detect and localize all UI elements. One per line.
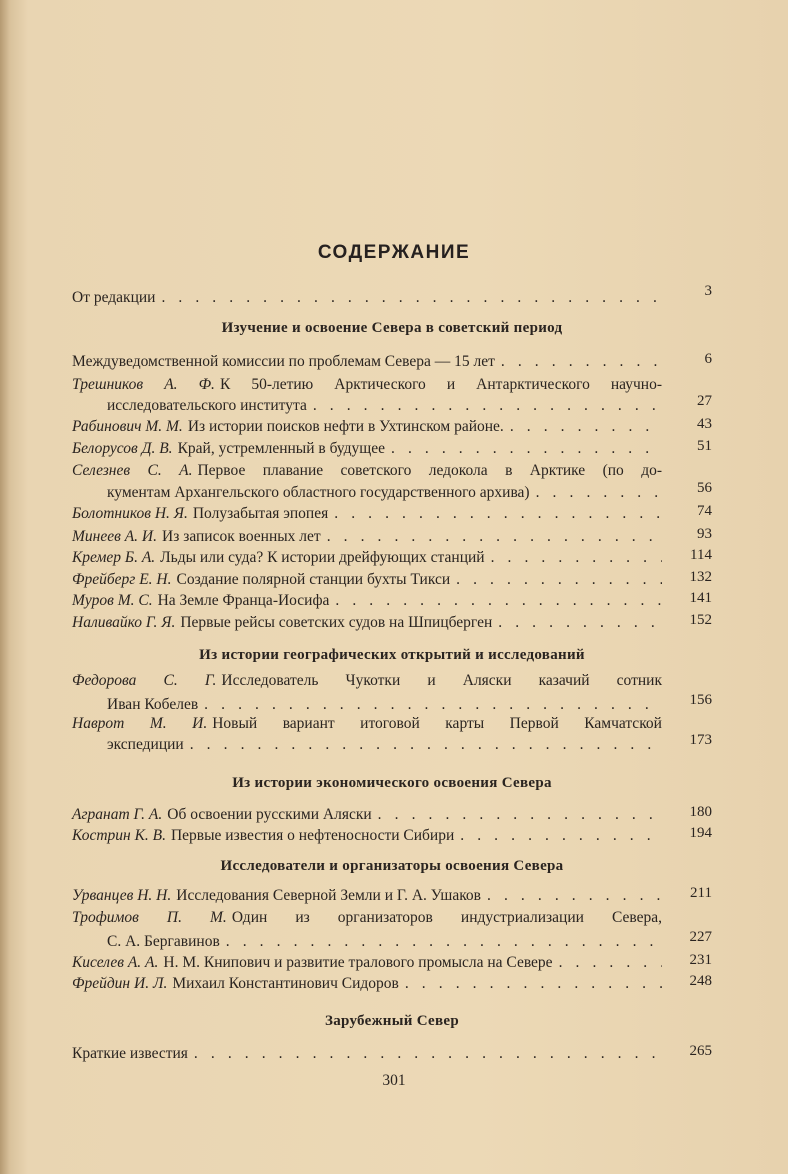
entry-page-number: 248 [689, 973, 712, 989]
dot-leader [405, 974, 662, 994]
entry-page-number: 74 [697, 503, 712, 519]
dot-leader [327, 527, 662, 547]
dot-leader [510, 417, 662, 437]
dot-leader [460, 826, 662, 846]
entry-title: Михаил Константинович Сидоров [172, 975, 399, 992]
entry-page-number: 194 [689, 825, 712, 841]
page-title: СОДЕРЖАНИЕ [317, 242, 471, 263]
entry-title: Край, устремленный в будущее [177, 440, 385, 457]
dot-leader [204, 695, 662, 715]
entry-title: кументам Архангельского областного государственного архива) [107, 484, 530, 501]
toc-line [72, 714, 662, 734]
toc-line [72, 375, 662, 395]
toc-line [72, 504, 662, 524]
entry-author: Муров М. С. [72, 592, 153, 609]
entry-title: С. А. Бергавинов [107, 933, 220, 950]
entry-page-number: 227 [689, 929, 712, 945]
toc-line [107, 695, 662, 715]
entry-author: Федорова С. Г. [72, 672, 217, 689]
toc-line [107, 932, 662, 952]
entry-author: Наливайко Г. Я. [72, 614, 176, 631]
entry-title: На Земле Франца-Иосифа [157, 592, 330, 609]
dot-leader [536, 483, 662, 503]
entry-author: Белорусов Д. В. [72, 440, 173, 457]
toc-line [107, 735, 662, 755]
dot-leader [491, 548, 662, 568]
toc-line [72, 461, 662, 481]
dot-leader [501, 352, 662, 372]
entry-author: Наврот М. И. [72, 715, 208, 732]
entry-page-number: 51 [697, 438, 712, 454]
entry-title: Исследователь Чукотки и Аляски казачий сотник [221, 672, 662, 689]
entry-author: Кострин К. В. [72, 827, 166, 844]
dot-leader [161, 288, 662, 308]
entry-author: Киселев А. А. [72, 954, 159, 971]
entry-author: Рабинович М. М. [72, 418, 183, 435]
toc-line [107, 396, 662, 416]
section-heading: Зарубежный Север [324, 1013, 460, 1029]
entry-page-number: 211 [690, 885, 712, 901]
entry-title: Один из организаторов индустриализации Севера, [231, 909, 663, 926]
entry-page-number: 6 [704, 351, 712, 367]
dot-leader [226, 932, 662, 952]
entry-title: Первое плавание советского ледокола в Арктике (по до- [197, 462, 662, 479]
entry-title: Междуведомственной комиссии по проблемам Севера — 15 лет [72, 353, 495, 370]
toc-line [107, 483, 662, 503]
toc-line [72, 671, 662, 691]
entry-title: Из записок военных лет [162, 528, 321, 545]
entry-page-number: 56 [697, 480, 712, 496]
toc-line [72, 527, 662, 547]
entry-page-number: 93 [697, 526, 712, 542]
entry-page-number: 265 [689, 1043, 712, 1059]
entry-page-number: 152 [689, 612, 712, 628]
entry-title: исследовательского института [107, 397, 307, 414]
entry-page-number: 180 [689, 804, 712, 820]
entry-title: Н. М. Книпович и развитие тралового промысла на Севере [163, 954, 553, 971]
entry-title: Создание полярной станции бухты Тикси [176, 571, 451, 588]
entry-page-number: 156 [689, 692, 712, 708]
entry-author: Кремер Б. А. [72, 549, 156, 566]
entry-title: Краткие известия [72, 1045, 188, 1062]
entry-page-number: 173 [689, 732, 712, 748]
dot-leader [559, 953, 662, 973]
toc-line [72, 1044, 662, 1064]
toc-line [72, 886, 662, 906]
dot-leader [378, 805, 662, 825]
entry-title: Исследования Северной Земли и Г. А. Ушаков [176, 887, 482, 904]
toc-line [72, 974, 662, 994]
section-heading: Из истории экономического освоения Севера [232, 775, 552, 791]
entry-author: Фрейберг Е. Н. [72, 571, 172, 588]
dot-leader [487, 886, 662, 906]
section-heading: Изучение и освоение Севера в советский период [221, 320, 563, 336]
entry-title: Иван Кобелев [107, 696, 199, 713]
entry-title: Новый вариант итоговой карты Первой Камчатской [212, 715, 662, 732]
toc-line [72, 805, 662, 825]
entry-author: Минеев А. И. [72, 528, 158, 545]
entry-author: Трешников А. Ф. [72, 376, 215, 393]
entry-page-number: 43 [697, 416, 712, 432]
toc-line [72, 826, 662, 846]
entry-page-number: 3 [704, 283, 712, 299]
entry-author: Урванцев Н. Н. [72, 887, 172, 904]
entry-title: Об освоении русскими Аляски [167, 806, 372, 823]
toc-line [72, 591, 662, 611]
entry-title: Первые рейсы советских судов на Шпицберген [180, 614, 493, 631]
dot-leader [498, 613, 662, 633]
dot-leader [391, 439, 662, 459]
entry-author: Селезнев С. А. [72, 462, 193, 479]
dot-leader [313, 396, 662, 416]
toc-line [72, 613, 662, 633]
dot-leader [334, 504, 662, 524]
dot-leader [335, 591, 662, 611]
entry-author: Трофимов П. М. [72, 909, 227, 926]
dot-leader [456, 570, 662, 590]
entry-page-number: 231 [689, 952, 712, 968]
dot-leader [194, 1044, 662, 1064]
entry-page-number: 114 [690, 547, 712, 563]
entry-author: Агранат Г. А. [72, 806, 163, 823]
toc-line [72, 908, 662, 928]
entry-page-number: 141 [689, 590, 712, 606]
page-number: 301 [382, 1072, 406, 1089]
entry-title: К 50-летию Арктического и Антарктического научно- [219, 376, 663, 393]
entry-title: От редакции [72, 289, 156, 306]
section-heading: Из истории географических открытий и исследований [199, 647, 585, 663]
entry-author: Болотников Н. Я. [72, 505, 188, 522]
entry-title: Полузабытая эпопея [192, 505, 329, 522]
toc-line [72, 288, 662, 308]
toc-line [72, 548, 662, 568]
entry-title: экспедиции [107, 736, 184, 753]
toc-line [72, 352, 662, 372]
toc-line [72, 417, 662, 437]
toc-line [72, 570, 662, 590]
dot-leader [190, 735, 662, 755]
entry-page-number: 27 [697, 393, 712, 409]
section-heading: Исследователи и организаторы освоения Севера [220, 858, 564, 874]
entry-page-number: 132 [689, 569, 712, 585]
toc-line [72, 953, 662, 973]
toc-line [72, 439, 662, 459]
entry-author: Фрейдин И. Л. [72, 975, 168, 992]
entry-title: Первые известия о нефтеносности Сибири [170, 827, 455, 844]
entry-title: Льды или суда? К истории дрейфующих станций [160, 549, 485, 566]
entry-title: Из истории поисков нефти в Ухтинском районе. [187, 418, 504, 435]
